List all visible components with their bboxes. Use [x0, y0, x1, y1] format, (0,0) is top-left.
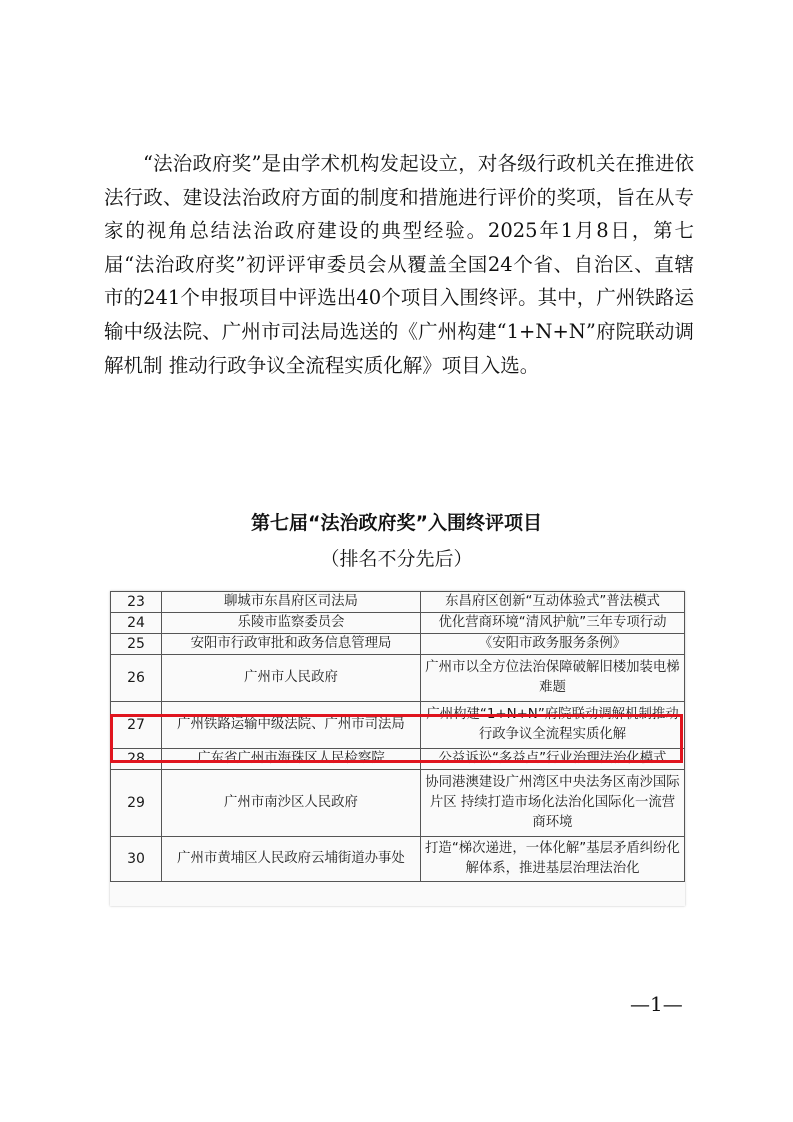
row-organization: 广州铁路运输中级法院、广州市司法局 — [162, 702, 421, 749]
row-number: 25 — [111, 634, 162, 655]
row-project: 优化营商环境“清风护航”三年专项行动 — [421, 613, 685, 634]
table-row — [111, 592, 685, 613]
row-number: 23 — [111, 592, 162, 613]
row-project: 打造“梯次递进，一体化解”基层矛盾纠纷化解体系，推进基层治理法治化 — [421, 837, 685, 882]
row-project: 广州市以全方位法治保障破解旧楼加装电梯难题 — [421, 655, 685, 702]
table-row — [111, 749, 685, 770]
row-number: 27 — [111, 702, 162, 749]
table-row — [111, 634, 685, 655]
table-title: 第七届“法治政府奖”入围终评项目 — [251, 512, 542, 534]
table-row — [111, 770, 685, 837]
row-project: 协同港澳建设广州湾区中央法务区南沙国际片区 持续打造市场化法治化国际化一流营商环境 — [421, 770, 685, 837]
row-organization: 广州市黄埔区人民政府云埔街道办事处 — [162, 837, 421, 882]
row-project: 《安阳市政务服务条例》 — [421, 634, 685, 655]
table-row — [111, 655, 685, 702]
page-number: —1— — [630, 992, 683, 1016]
row-project: 广州构建“1+N+N”府院联动调解机制推动行政争议全流程实质化解 — [421, 702, 685, 749]
row-organization: 广州市南沙区人民政府 — [162, 770, 421, 837]
row-number: 26 — [111, 655, 162, 702]
table-row-highlighted — [111, 702, 685, 749]
row-number: 30 — [111, 837, 162, 882]
finalist-table-image — [110, 591, 685, 906]
row-organization: 广州市人民政府 — [162, 655, 421, 702]
row-organization: 聊城市东昌府区司法局 — [162, 592, 421, 613]
table-row — [111, 613, 685, 634]
row-number: 24 — [111, 613, 162, 634]
row-number: 29 — [111, 770, 162, 837]
row-organization: 广东省广州市海珠区人民检察院 — [162, 749, 421, 770]
finalist-table — [110, 591, 685, 882]
intro-paragraph: “法治政府奖”是由学术机构发起设立，对各级行政机关在推进依法行政、建设法治政府方面的制度和措施进行评价的奖项，旨在从专家的视角总结法治政府建设的典型经验。2025年1月8日，第七届“法治政府奖”初评评审委员会从覆盖全国24个省、自治区、直辖市的241个申报项目中评选出40个项目入围终评。其中，广州铁路运输中级法院、广州市司法局选送的《广州构建“1+N+N”府院联动调解机制 推动行政争议全流程实质化解》项目入选。 — [104, 152, 694, 377]
table-row — [111, 837, 685, 882]
row-organization: 安阳市行政审批和政务信息管理局 — [162, 634, 421, 655]
row-project: 东昌府区创新“互动体验式”普法模式 — [421, 592, 685, 613]
row-number: 28 — [111, 749, 162, 770]
table-subtitle: （排名不分先后） — [320, 548, 473, 570]
row-project: 公益诉讼“多益点”行业治理法治化模式 — [421, 749, 685, 770]
row-organization: 乐陵市监察委员会 — [162, 613, 421, 634]
